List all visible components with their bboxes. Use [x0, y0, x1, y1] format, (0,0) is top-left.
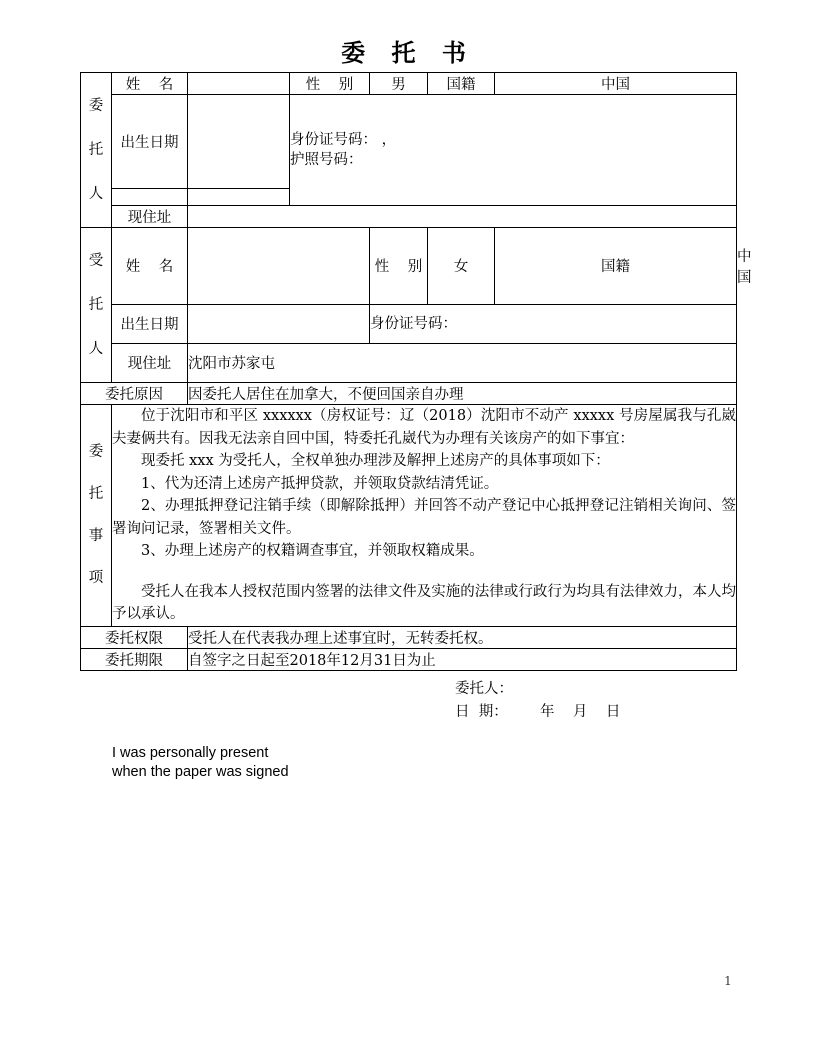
- section-label-matters-char-4: 项: [88, 570, 104, 587]
- table-row-term: [81, 648, 737, 670]
- reason-value[interactable]: 因委托人居住在加拿大，不便回国亲自办理: [188, 383, 737, 405]
- principal-birth-label-spacer: [112, 189, 188, 206]
- section-label-trustee: [81, 228, 112, 383]
- term-prefix: 自签字之日起至: [188, 652, 290, 669]
- table-row-trustee-name: 受 托 人 姓 名 性 别 女 国籍 中国: [81, 228, 737, 305]
- section-label-matters-char-1: 委: [88, 444, 104, 461]
- term-month-value[interactable]: 12: [340, 652, 360, 669]
- section-label-trustee-char-2: 托: [88, 297, 104, 313]
- delegation-form-table: [80, 72, 752, 671]
- trustee-gender-value[interactable]: 女: [428, 228, 495, 305]
- principal-birth-label: 出生日期: [112, 95, 188, 189]
- section-label-trustee-char-3: 人: [88, 341, 104, 357]
- matters-body[interactable]: [112, 405, 737, 627]
- principal-name-label: 姓 名: [112, 73, 188, 95]
- table-row-matters: [81, 405, 737, 627]
- matters-paragraph-2: 现委托 xxx 为受托人，全权单独办理涉及解押上述房产的具体事项如下：: [141, 453, 610, 469]
- principal-address-value[interactable]: [188, 206, 737, 228]
- matters-paragraph-6: 受托人在我本人授权范围内签署的法律文件及实施的法律或行政行为均具有法律效力，本人均予以承认。: [112, 583, 736, 622]
- principal-id-numbers[interactable]: 身份证号码： ， 护照号码：: [290, 95, 737, 206]
- matters-paragraph-1: 位于沈阳市和平区 xxxxxx（房权证号：辽（2018）沈阳市不动产 xxxxx 号房屋属我与孔崴夫妻俩共有。因我无法亲自回中国，特委托孔崴代为办理有关该房产的如下事宜：: [112, 408, 736, 447]
- trustee-address-value[interactable]: 沈阳市苏家屯: [188, 343, 737, 382]
- section-label-matters: [81, 405, 112, 627]
- signature-principal-line[interactable]: 委托人：: [455, 681, 513, 697]
- term-day-value[interactable]: 31: [373, 652, 393, 669]
- term-year-value[interactable]: 2018: [289, 652, 327, 669]
- page-number: 1: [724, 974, 732, 988]
- principal-gender-value[interactable]: 男: [370, 73, 428, 95]
- principal-nationality-label: 国籍: [428, 73, 495, 95]
- section-label-trustee-char-1: 受: [88, 253, 104, 269]
- matters-paragraph-5: 3、办理上述房产的权籍调查事宜，并领取权籍成果。: [141, 543, 484, 559]
- trustee-id-numbers[interactable]: 身份证号码：: [370, 304, 737, 343]
- principal-birth-value[interactable]: [188, 95, 290, 189]
- term-value[interactable]: [188, 648, 737, 670]
- trustee-birth-value[interactable]: [188, 304, 370, 343]
- authority-label: 委托权限: [81, 626, 188, 648]
- trustee-name-value[interactable]: [188, 228, 370, 305]
- trustee-nationality-label: 国籍: [495, 228, 737, 305]
- signature-date-line[interactable]: 日 期： 年 月 日: [455, 704, 621, 720]
- authority-value[interactable]: 受托人在代表我办理上述事宜时，无转委托权。: [188, 626, 737, 648]
- table-row-principal-birth: [81, 95, 737, 189]
- table-row-trustee-address: [81, 343, 737, 382]
- english-annotation: [112, 744, 289, 782]
- table-row-principal-name: [81, 73, 737, 95]
- section-label-matters-char-3: 事: [88, 528, 104, 545]
- table-row-principal-address: [81, 206, 737, 228]
- principal-gender-label: 性 别: [290, 73, 370, 95]
- term-label: 委托期限: [81, 648, 188, 670]
- term-year-unit: 年: [326, 652, 341, 669]
- section-label-principal-char-1: 委: [88, 98, 104, 114]
- english-annotation-line-2: when the paper was signed: [112, 764, 289, 780]
- table-row-reason: [81, 383, 737, 405]
- trustee-address-label: 现住址: [112, 343, 188, 382]
- section-label-principal-char-2: 托: [88, 142, 104, 158]
- term-month-unit: 月: [359, 652, 374, 669]
- matters-paragraph-4: 2、办理抵押登记注销手续（即解除抵押）并回答不动产登记中心抵押登记注销相关询问、签署询问记录，签署相关文件。: [112, 498, 736, 537]
- term-suffix: 日为止: [392, 652, 436, 669]
- table-row-authority: [81, 626, 737, 648]
- table-row-trustee-birth: [81, 304, 737, 343]
- page-title: 委 托 书: [341, 38, 475, 67]
- principal-nationality-value[interactable]: 中国: [495, 73, 737, 95]
- section-label-principal-char-3: 人: [88, 186, 104, 202]
- matters-paragraph-3: 1、代为还清上述房产抵押贷款，并领取贷款结清凭证。: [141, 475, 499, 492]
- trustee-birth-label: 出生日期: [112, 304, 188, 343]
- signature-block: [455, 678, 620, 724]
- trustee-gender-label: 性 别: [370, 228, 428, 305]
- section-label-matters-char-2: 托: [88, 486, 104, 503]
- english-annotation-line-1: I was personally present: [112, 745, 269, 761]
- principal-address-label: 现住址: [112, 206, 188, 228]
- principal-name-value[interactable]: [188, 73, 290, 95]
- section-label-principal: [81, 73, 112, 228]
- trustee-name-label: 姓 名: [112, 228, 188, 305]
- reason-label: 委托原因: [81, 383, 188, 405]
- principal-birth-value-spacer: [188, 189, 290, 206]
